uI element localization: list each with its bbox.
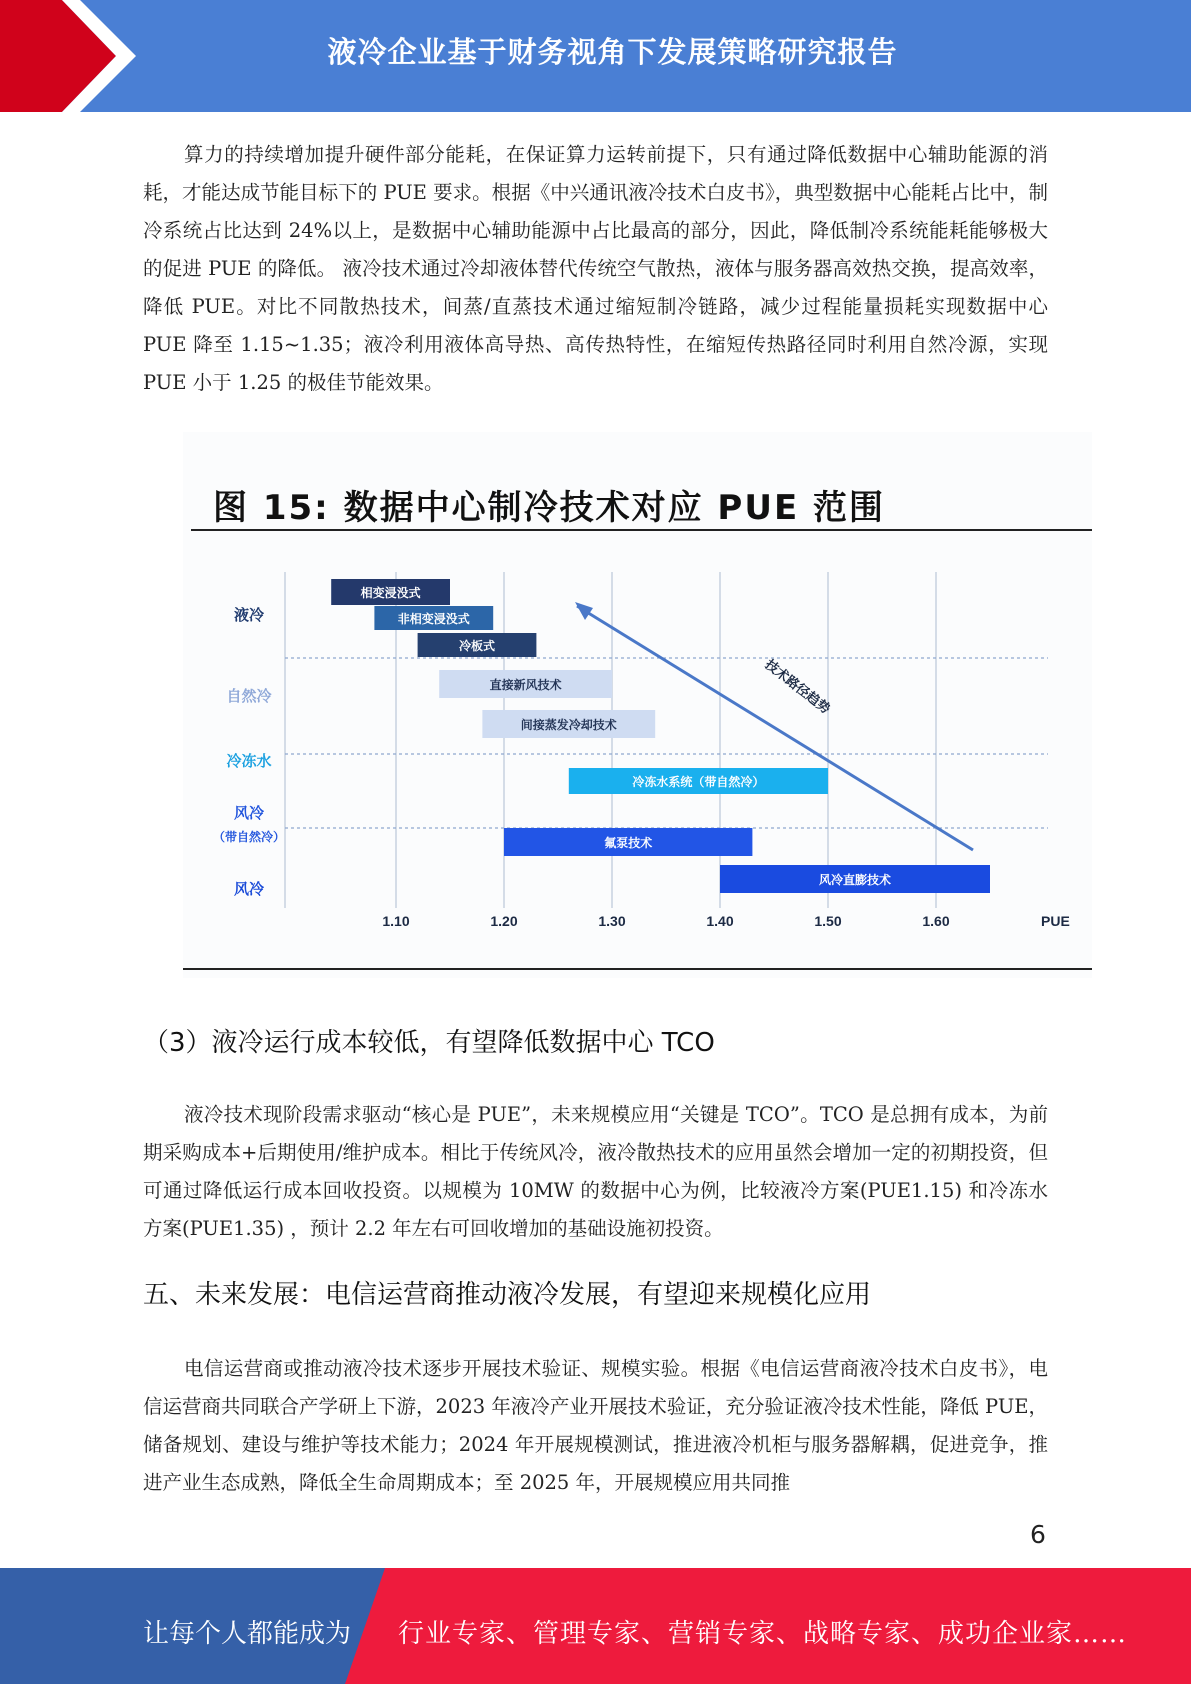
range-bar-label-7: 风冷直膨技术 bbox=[818, 873, 892, 887]
pue-range-chart bbox=[183, 432, 1092, 978]
report-title: 液冷企业基于财务视角下发展策略研究报告 bbox=[327, 35, 898, 69]
trend-label: 技术路径趋势 bbox=[761, 657, 833, 718]
category-label-1-0: 自然冷 bbox=[226, 687, 272, 705]
category-label-3-1: （带自然冷） bbox=[212, 830, 286, 844]
trend-arrowhead bbox=[575, 602, 593, 620]
section-heading-future: 五、未来发展：电信运营商推动液冷发展，有望迎来规模化应用 bbox=[143, 1280, 872, 1310]
range-bar-label-6: 氟泵技术 bbox=[604, 836, 653, 850]
range-bar-label-2: 冷板式 bbox=[458, 639, 496, 653]
body-paragraph-operators: 电信运营商或推动液冷技术逐步开展技术验证、规模实验。根据《电信运营商液冷技术白皮书》，电信运营商共同联合产学研上下游，2023 年液冷产业开展技术验证，充分验证液冷技术性能，降低 PUE，储备规划、建设与维护等技术能力；2024 年开展规模测试，推进液冷机柜与服务器解耦，促进竞争，推进产业生态成熟，降低全生命周期成本；至 2025 年，开展规模应用共同推 bbox=[143, 1357, 1048, 1494]
x-tick-label-3: 1.40 bbox=[706, 913, 734, 929]
page-number: 6 bbox=[1030, 1520, 1046, 1549]
category-label-2-0: 冷冻水 bbox=[226, 752, 272, 770]
x-tick-label-0: 1.10 bbox=[382, 913, 410, 929]
category-label-4-0: 风冷 bbox=[233, 880, 265, 898]
category-label-0-0: 液冷 bbox=[233, 606, 265, 624]
x-tick-label-1: 1.20 bbox=[490, 913, 518, 929]
x-tick-label-5: 1.60 bbox=[922, 913, 950, 929]
page-header bbox=[0, 0, 1191, 112]
range-bar-label-1: 非相变浸没式 bbox=[397, 612, 470, 626]
range-bar-label-0: 相变浸没式 bbox=[360, 586, 421, 600]
body-paragraph-pue: 算力的持续增加提升硬件部分能耗，在保证算力运转前提下，只有通过降低数据中心辅助能源的消耗，才能达成节能目标下的 PUE 要求。根据《中兴通讯液冷技术白皮书》，典型数据中心能耗占比中，制冷系统占比达到 24%以上，是数据中心辅助能源中占比最高的部分，因此，降低制冷系统能耗能够极大的促进 PUE 的降低。 液冷技术通过冷却液体替代传统空气散热，液体与服务器高效热交换，提高效率，降低 PUE。对比不同散热技术，间蒸/直蒸技术通过缩短制冷链路，减少过程能量损耗实现数据中心 PUE 降至 1.15~1.35；液冷利用液体高导热、高传热特性，在缩短传热路径同时利用自然冷源，实现 PUE 小于 1.25 的极佳节能效果。 bbox=[143, 143, 1048, 394]
range-bar-label-4: 间接蒸发冷却技术 bbox=[520, 718, 617, 732]
x-tick-label-2: 1.30 bbox=[598, 913, 626, 929]
figure-bottom-rule bbox=[183, 968, 1092, 970]
page-footer bbox=[0, 1568, 1191, 1684]
category-label-3-0: 风冷 bbox=[233, 804, 265, 822]
x-axis-label: PUE bbox=[1041, 913, 1070, 929]
body-paragraph-tco: 液冷技术现阶段需求驱动“核心是 PUE”，未来规模应用“关键是 TCO”。TCO 是总拥有成本，为前期采购成本+后期使用/维护成本。相比于传统风冷，液冷散热技术的应用虽然会增加一定的初期投资，但可通过降低运行成本回收投资。以规模为 10MW 的数据中心为例，比较液冷方案(PUE1.15) 和冷冻水方案(PUE1.35) ，预计 2.2 年左右可回收增加的基础设施初投资。 bbox=[143, 1103, 1048, 1240]
range-bar-label-5: 冷冻水系统（带自然冷） bbox=[632, 775, 765, 789]
x-tick-label-4: 1.50 bbox=[814, 913, 842, 929]
section-heading-tco: （3）液冷运行成本较低，有望降低数据中心 TCO bbox=[143, 1028, 715, 1058]
footer-slogan-right: 行业专家、管理专家、营销专家、战略专家、成功企业家…… bbox=[398, 1619, 1128, 1649]
range-bar-label-3: 直接新风技术 bbox=[489, 678, 562, 692]
figure-title: 图 15: 数据中心制冷技术对应 PUE 范围 bbox=[213, 488, 886, 528]
footer-slogan-left: 让每个人都能成为 bbox=[143, 1619, 352, 1649]
figure-15 bbox=[183, 432, 1092, 978]
